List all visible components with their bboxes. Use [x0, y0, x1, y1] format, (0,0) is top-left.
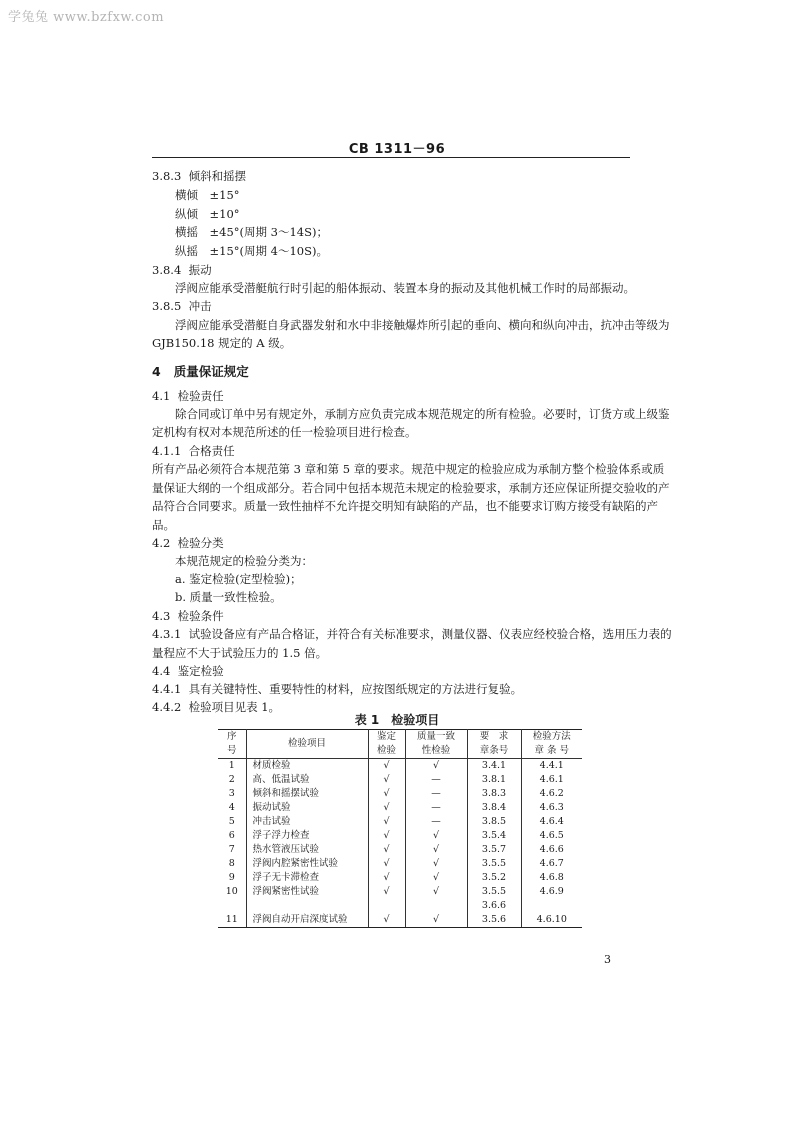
requirement-clause: 3.5.2: [467, 871, 521, 885]
conformance-mark: √: [405, 759, 467, 774]
table-row: [218, 843, 582, 857]
clause-4-4-1: [152, 681, 522, 697]
clause-4-1-heading: [152, 388, 224, 404]
header-conf-line2: 性检验: [421, 745, 451, 756]
method-clause: 4.6.2: [539, 788, 564, 799]
chapter-title: 质量保证规定: [173, 364, 249, 379]
inspection-item: 冲击试验: [246, 815, 368, 829]
tilt-item: 横倾 ±15°: [175, 188, 240, 202]
header-seq-line1: 序: [226, 731, 237, 742]
watermark: 学兔兔 www.bzfxw.com: [8, 10, 165, 25]
clause-text: 定机构有权对本规范所述的任一检验项目进行检查。: [152, 425, 417, 439]
conformance-mark: —: [405, 773, 467, 787]
header-qual-line2: 检验: [376, 745, 396, 756]
row-number: 7: [218, 843, 246, 857]
clause-text: 除合同或订单中另有规定外，承制方应负责完成本规范规定的所有检验。必要时，订货方或上级鉴: [175, 407, 670, 421]
qualification-mark: [368, 899, 405, 913]
clause-number: 4.3.1: [152, 627, 182, 641]
clause-3-8-3-heading: [152, 168, 246, 184]
qualification-mark: √: [368, 843, 405, 857]
table-row: [218, 759, 582, 774]
table-row: [218, 857, 582, 871]
requirement-clause: 3.5.4: [467, 829, 521, 843]
clause-4-3-heading: [152, 608, 224, 624]
clause-3-8-5-heading: [152, 298, 212, 314]
clause-title: 检验分类: [177, 536, 224, 550]
table-row: [218, 787, 582, 801]
tilt-item: 纵摇 ±15°(周期 4～10S)。: [175, 244, 328, 258]
method-clause: 4.6.8: [539, 872, 564, 883]
table-row: [218, 815, 582, 829]
conformance-mark: √: [405, 913, 467, 928]
method-clause: 4.6.6: [539, 844, 564, 855]
method-clause: 4.6.1: [539, 774, 564, 785]
header-conf-line1: 质量一致: [416, 731, 455, 742]
header-item: 检验项目: [246, 730, 368, 759]
chapter-4-heading: [152, 362, 249, 380]
inspection-item: 浮子无卡滞检查: [246, 871, 368, 885]
clause-4-2-heading: [152, 535, 224, 551]
row-number: 6: [218, 829, 246, 843]
method-clause: 4.6.4: [539, 816, 564, 827]
header-seq-line2: 号: [226, 745, 237, 756]
conformance-mark: —: [405, 787, 467, 801]
row-number: 1: [218, 759, 246, 774]
clause-text: 量保证大纲的一个组成部分。若合同中包括本规范未规定的检验要求，承制方还应保证所提交验收的产: [152, 481, 670, 495]
clause-text: 具有关键特性、重要特性的材料，应按图纸规定的方法进行复验。: [188, 682, 523, 696]
qualification-mark: √: [368, 871, 405, 885]
inspection-item: 材质检验: [246, 759, 368, 774]
clause-number: 4.2: [152, 536, 171, 550]
clause-number: 4.4: [152, 664, 171, 678]
clause-number: 4.4.2: [152, 700, 182, 714]
qualification-mark: √: [368, 773, 405, 787]
clause-title: 检验责任: [177, 389, 224, 403]
clause-number: 3.8.4: [152, 263, 182, 277]
clause-text: 所有产品必须符合本规范第 3 章和第 5 章的要求。规范中规定的检验应成为承制方整个检验体系或质: [152, 462, 665, 476]
tilt-item: 纵倾 ±10°: [175, 207, 240, 221]
clause-number: 3.8.5: [152, 299, 182, 313]
inspection-items-table: [218, 729, 582, 928]
list-item-a: a. 鉴定检验(定型检验)；: [175, 572, 302, 586]
header-rule: [152, 157, 630, 158]
inspection-item: 浮阀内腔紧密性试验: [246, 857, 368, 871]
header-meth-line1: 检验方法: [532, 731, 571, 742]
header-qual-line1: 鉴定: [376, 731, 396, 742]
conformance-mark: √: [405, 857, 467, 871]
inspection-item: [246, 899, 368, 913]
requirement-clause: 3.5.5: [467, 885, 521, 899]
conformance-mark: √: [405, 829, 467, 843]
inspection-item: 振动试验: [246, 801, 368, 815]
clause-number: 4.1.1: [152, 444, 182, 458]
qualification-mark: √: [368, 815, 405, 829]
conformance-mark: √: [405, 843, 467, 857]
clause-number: 3.8.3: [152, 169, 182, 183]
clause-title: 冲击: [188, 299, 212, 313]
inspection-item: 倾斜和摇摆试验: [246, 787, 368, 801]
clause-number: 4.3: [152, 609, 171, 623]
qualification-mark: √: [368, 829, 405, 843]
row-number: 11: [218, 913, 246, 928]
list-item-b: b. 质量一致性检验。: [175, 590, 282, 604]
clause-title: 鉴定检验: [177, 664, 224, 678]
qualification-mark: √: [368, 913, 405, 928]
table-header-row: [218, 730, 582, 759]
requirement-clause: 3.5.6: [467, 913, 521, 928]
requirement-clause: 3.8.1: [467, 773, 521, 787]
header-qualification: [368, 730, 405, 759]
method-clause: 4.4.1: [539, 760, 564, 771]
qualification-mark: √: [368, 885, 405, 899]
requirement-clause: 3.8.5: [467, 815, 521, 829]
conformance-mark: —: [405, 815, 467, 829]
table-row: [218, 801, 582, 815]
header-conformance: [405, 730, 467, 759]
document-code: CB 1311－96: [348, 142, 446, 157]
table-row: [218, 773, 582, 787]
conformance-mark: √: [405, 885, 467, 899]
requirement-clause: 3.4.1: [467, 759, 521, 774]
table-row: [218, 871, 582, 885]
chapter-number: 4: [152, 364, 161, 379]
clause-text: 检验项目见表 1。: [188, 700, 281, 714]
conformance-mark: √: [405, 871, 467, 885]
conformance-mark: [405, 899, 467, 913]
clause-title: 振动: [188, 263, 212, 277]
clause-title: 倾斜和摇摆: [188, 169, 247, 183]
row-number: 5: [218, 815, 246, 829]
table-row: [218, 829, 582, 843]
table-caption: 表 1 检验项目: [354, 713, 440, 727]
inspection-item: 浮子浮力检查: [246, 829, 368, 843]
clause-text: 浮阀应能承受潜艇自身武器发射和水中非接触爆炸所引起的垂向、横向和纵向冲击，抗冲击等级为: [175, 318, 670, 332]
table-row: [218, 913, 582, 928]
clause-text: 品。: [152, 518, 175, 532]
row-number: 2: [218, 773, 246, 787]
qualification-mark: √: [368, 787, 405, 801]
requirement-clause: 3.5.5: [467, 857, 521, 871]
inspection-item: 热水管液压试验: [246, 843, 368, 857]
row-number: 10: [218, 885, 246, 899]
clause-number: 4.1: [152, 389, 171, 403]
method-clause: [521, 899, 582, 913]
clause-text: 品符合合同要求。质量一致性抽样不允许提交明知有缺陷的产品，也不能要求订购方接受有缺陷的产: [152, 499, 658, 513]
clause-title: 合格责任: [188, 444, 235, 458]
row-number: 8: [218, 857, 246, 871]
inspection-item: 浮阀自动开启深度试验: [246, 913, 368, 928]
qualification-mark: √: [368, 759, 405, 774]
method-clause: 4.6.3: [539, 802, 564, 813]
clause-4-3-1: [152, 626, 672, 642]
inspection-item: 高、低温试验: [246, 773, 368, 787]
clause-text: GJB150.18 规定的 A 级。: [152, 336, 292, 350]
header-method: [521, 730, 582, 759]
page-number: 3: [604, 953, 611, 966]
clause-text: 试验设备应有产品合格证，并符合有关标准要求，测量仪器、仪表应经校验合格，选用压力表的: [188, 627, 672, 641]
row-number: 3: [218, 787, 246, 801]
inspection-item: 浮阀紧密性试验: [246, 885, 368, 899]
requirement-clause: 3.6.6: [467, 899, 521, 913]
header-req-line1: 要 求: [479, 731, 509, 742]
table-row: [218, 899, 582, 913]
header-seq: [218, 730, 246, 759]
row-number: 9: [218, 871, 246, 885]
clause-number: 4.4.1: [152, 682, 182, 696]
header-meth-line2: 章 条 号: [534, 745, 570, 756]
tilt-item: 横摇 ±45°(周期 3～14S)；: [175, 225, 328, 239]
clause-text: 浮阀应能承受潜艇航行时引起的船体振动、装置本身的振动及其他机械工作时的局部振动。: [175, 281, 635, 295]
clause-text: 量程应不大于试验压力的 1.5 倍。: [152, 646, 328, 660]
qualification-mark: √: [368, 801, 405, 815]
row-number: 4: [218, 801, 246, 815]
method-clause: 4.6.7: [539, 858, 564, 869]
qualification-mark: √: [368, 857, 405, 871]
clause-title: 检验条件: [177, 609, 224, 623]
method-clause: 4.6.10: [521, 913, 582, 928]
clause-4-4-heading: [152, 663, 224, 679]
requirement-clause: 3.5.7: [467, 843, 521, 857]
row-number: [218, 899, 246, 913]
method-clause: 4.6.5: [539, 830, 564, 841]
conformance-mark: —: [405, 801, 467, 815]
clause-text: 本规范规定的检验分类为：: [175, 554, 313, 568]
header-requirement: [467, 730, 521, 759]
requirement-clause: 3.8.3: [467, 787, 521, 801]
header-req-line2: 章条号: [479, 745, 509, 756]
table-row: [218, 885, 582, 899]
clause-3-8-4-heading: [152, 262, 212, 278]
clause-4-1-1-heading: [152, 443, 235, 459]
requirement-clause: 3.8.4: [467, 801, 521, 815]
method-clause: 4.6.9: [539, 886, 564, 897]
